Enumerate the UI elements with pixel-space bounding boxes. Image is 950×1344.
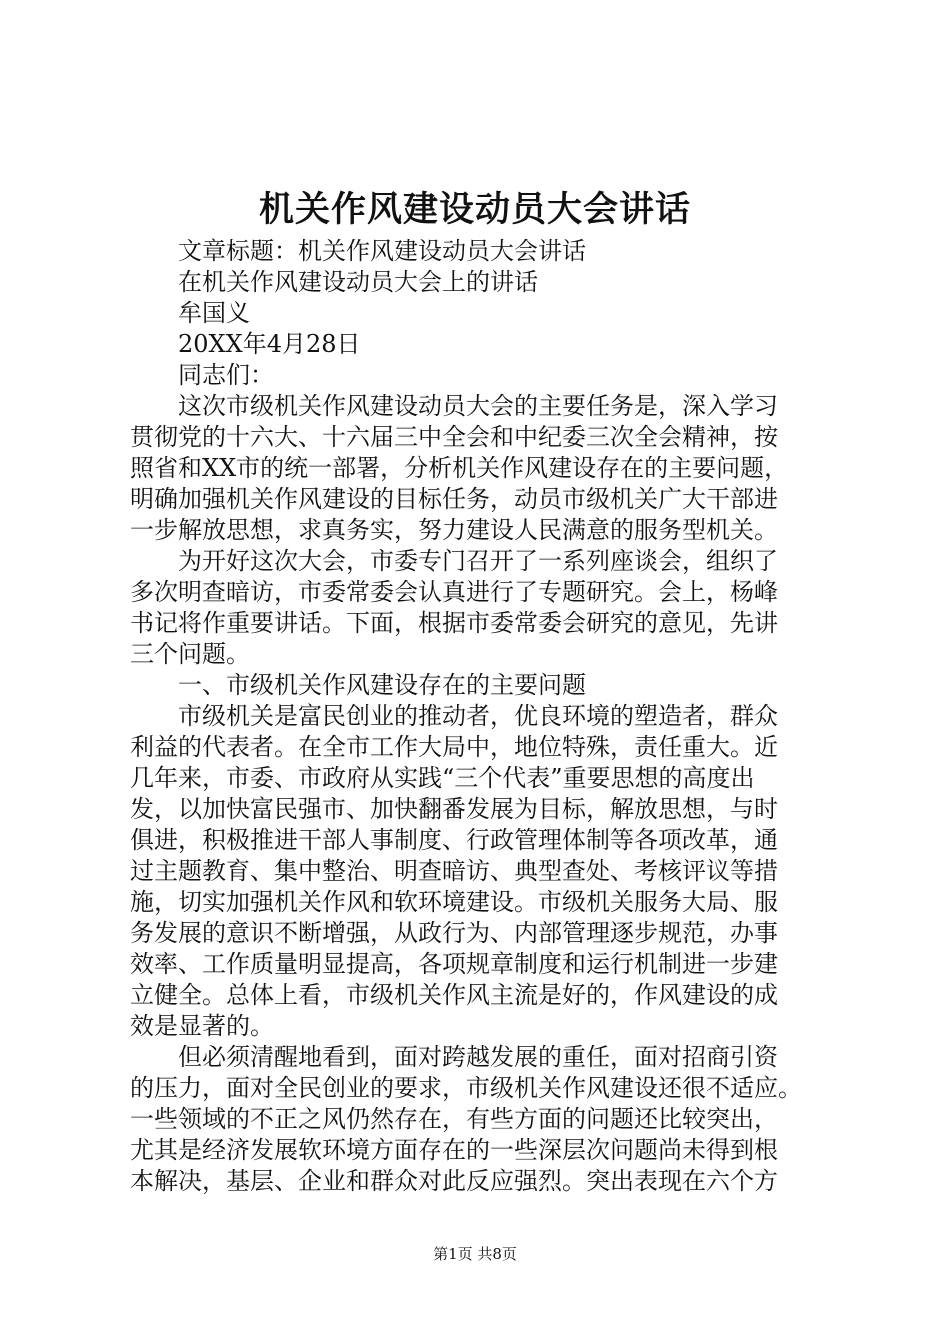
body-text-line: 一些领域的不正之风仍然存在，有些方面的问题还比较突出， <box>130 1105 778 1133</box>
body-text-line: 市级机关是富民创业的推动者，优良环境的塑造者，群众 <box>130 702 778 730</box>
body-text-line: 但必须清醒地看到，面对跨越发展的重任，面对招商引资 <box>130 1043 778 1071</box>
body-text-line: 效是显著的。 <box>130 1012 274 1040</box>
body-text-line: 三个问题。 <box>130 640 250 668</box>
body-text-line: 过主题教育、集中整治、明查暗访、典型查处、考核评议等措 <box>130 857 778 885</box>
body-text-line: 发，以加快富民强市、加快翻番发展为目标，解放思想，与时 <box>130 795 778 823</box>
salutation: 同志们： <box>178 361 274 389</box>
body-text-line: 照省和XX市的统一部署，分析机关作风建设存在的主要问题， <box>130 454 789 482</box>
body-text-line: 一步解放思想，求真务实，努力建设人民满意的服务型机关。 <box>130 516 778 544</box>
body-text-line: 效率、工作质量明显提高，各项规章制度和运行机制进一步建 <box>130 950 778 978</box>
body-text-line: 尤其是经济发展软环境方面存在的一些深层次问题尚未得到根 <box>130 1136 778 1164</box>
body-text <box>130 391 830 1197</box>
body-text-line: 这次市级机关作风建设动员大会的主要任务是，深入学习 <box>130 392 778 420</box>
body-text-line: 务发展的意识不断增强，从政行为、内部管理逐步规范，办事 <box>130 919 778 947</box>
article-title-line: 文章标题：机关作风建设动员大会讲话 <box>178 237 586 265</box>
body-text-line: 为开好这次大会，市委专门召开了一系列座谈会，组织了 <box>130 547 778 575</box>
body-text-line: 贯彻党的十六大、十六届三中全会和中纪委三次全会精神，按 <box>130 423 778 451</box>
document-title: 机关作风建设动员大会讲话 <box>258 189 691 230</box>
body-text-line: 书记将作重要讲话。下面，根据市委常委会研究的意见，先讲 <box>130 609 778 637</box>
body-text-line: 施，切实加强机关作风和软环境建设。市级机关服务大局、服 <box>130 888 778 916</box>
body-text-line: 明确加强机关作风建设的目标任务，动员市级机关广大干部进 <box>130 485 778 513</box>
body-text-line: 立健全。总体上看，市级机关作风主流是好的，作风建设的成 <box>130 981 778 1009</box>
speech-subtitle: 在机关作风建设动员大会上的讲话 <box>178 268 538 296</box>
body-text-line: 本解决，基层、企业和群众对此反应强烈。突出表现在六个方 <box>130 1167 778 1195</box>
document-body <box>130 236 830 1197</box>
body-text-line: 多次明查暗访，市委常委会认真进行了专题研究。会上，杨峰 <box>130 578 778 606</box>
page-footer: 第1页 共8页 <box>433 1245 517 1263</box>
body-text-line: 的压力，面对全民创业的要求，市级机关作风建设还很不适应。 <box>130 1074 802 1102</box>
speech-date: 20XX年4月28日 <box>178 330 361 358</box>
speaker-name: 牟国义 <box>178 299 250 327</box>
body-text-line: 几年来，市委、市政府从实践“三个代表”重要思想的高度出 <box>130 764 755 792</box>
body-text-line: 一、市级机关作风建设存在的主要问题 <box>130 671 586 699</box>
body-text-line: 利益的代表者。在全市工作大局中，地位特殊，责任重大。近 <box>130 733 778 761</box>
body-text-line: 俱进，积极推进干部人事制度、行政管理体制等各项改革，通 <box>130 826 778 854</box>
